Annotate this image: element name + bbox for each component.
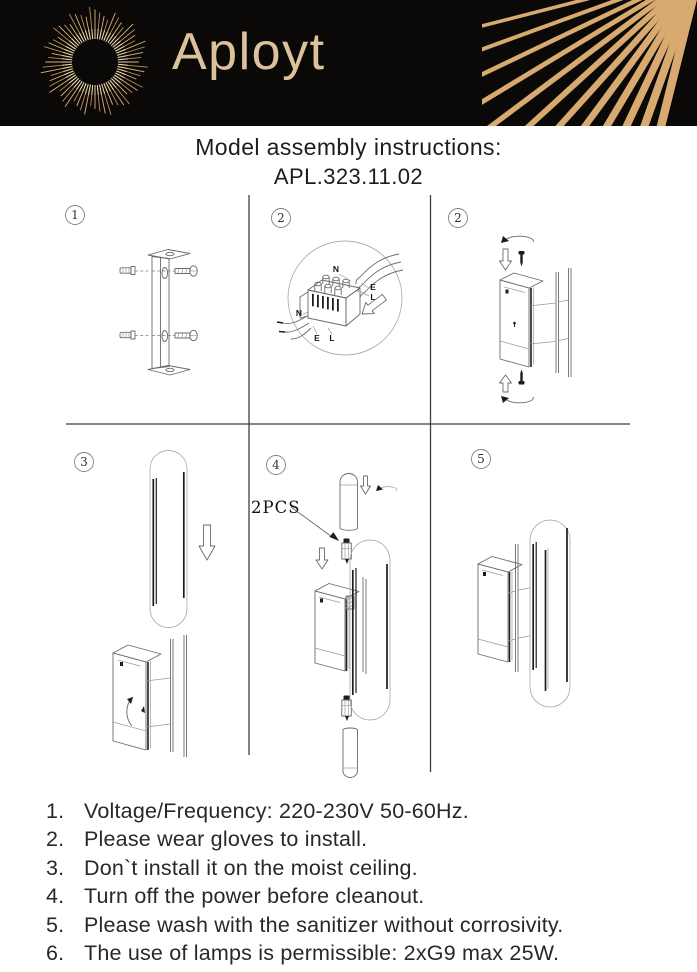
instruction-item	[46, 882, 682, 910]
title-block	[0, 134, 697, 190]
instruction-number: 5.	[46, 912, 65, 937]
instruction-text: Turn off the power before cleanout.	[84, 884, 425, 909]
model-number: APL.323.11.02	[273, 164, 424, 189]
panel-2-wiring-drawing	[277, 241, 403, 355]
instruction-text: The use of lamps is permissible: 2xG9 max 25W.	[84, 941, 560, 966]
instruction-number: 4.	[46, 884, 65, 909]
instructions-list	[46, 797, 682, 967]
page-title: Model assembly instructions:	[195, 134, 502, 160]
svg-text:4: 4	[272, 458, 280, 472]
wire-label-n-top: N	[332, 264, 340, 274]
step-badge-2-wiring	[272, 209, 291, 228]
instruction-text: Voltage/Frequency: 220-230V 50-60Hz.	[84, 799, 469, 823]
step-badge-3	[75, 453, 94, 472]
svg-text:3: 3	[80, 455, 88, 469]
svg-text:1: 1	[71, 208, 79, 222]
instruction-item	[46, 825, 682, 853]
step-badge-2-mount	[449, 209, 468, 228]
down-arrow-icon	[199, 525, 215, 560]
instruction-text: Please wear gloves to install.	[84, 827, 368, 852]
instruction-text: Don`t install it on the moist ceiling.	[84, 855, 418, 880]
wire-label-l-right: L	[370, 292, 376, 302]
wire-label-e-bottom: E	[314, 333, 320, 343]
instruction-item	[46, 797, 682, 825]
wire-label-n-left: N	[295, 308, 303, 318]
wire-label-l-bottom: L	[329, 333, 335, 343]
brand-name: Aployt	[172, 23, 326, 81]
instruction-number: 1.	[46, 799, 65, 823]
instruction-number: 2.	[46, 827, 65, 852]
step-badge-1	[66, 206, 85, 225]
sunburst-logo-icon	[33, 0, 157, 124]
assembly-diagram	[0, 192, 697, 792]
svg-text:2: 2	[454, 211, 462, 225]
wire-label-e-right: E	[370, 282, 376, 292]
instruction-number: 3.	[46, 855, 65, 880]
panel-3-diffuser-drawing	[113, 451, 215, 758]
instruction-item	[46, 911, 682, 939]
corner-rays-decoration	[482, 0, 697, 126]
panel-4-lamps-drawing	[251, 474, 397, 778]
step-badge-4	[267, 456, 286, 475]
svg-text:5: 5	[477, 452, 485, 466]
instruction-item	[46, 939, 682, 967]
brand-header	[0, 0, 697, 126]
instruction-text: Please wash with the sanitizer without corrosivity.	[84, 912, 564, 937]
panel-1-bracket-drawing	[120, 250, 197, 376]
panel-5-assembled-drawing	[478, 520, 570, 707]
instruction-item	[46, 854, 682, 882]
svg-text:2: 2	[277, 211, 285, 225]
instruction-number: 6.	[46, 941, 65, 966]
panel-2-mount-drawing	[500, 236, 572, 403]
quantity-label: 2PCS	[251, 498, 301, 517]
step-badge-5	[472, 450, 491, 469]
